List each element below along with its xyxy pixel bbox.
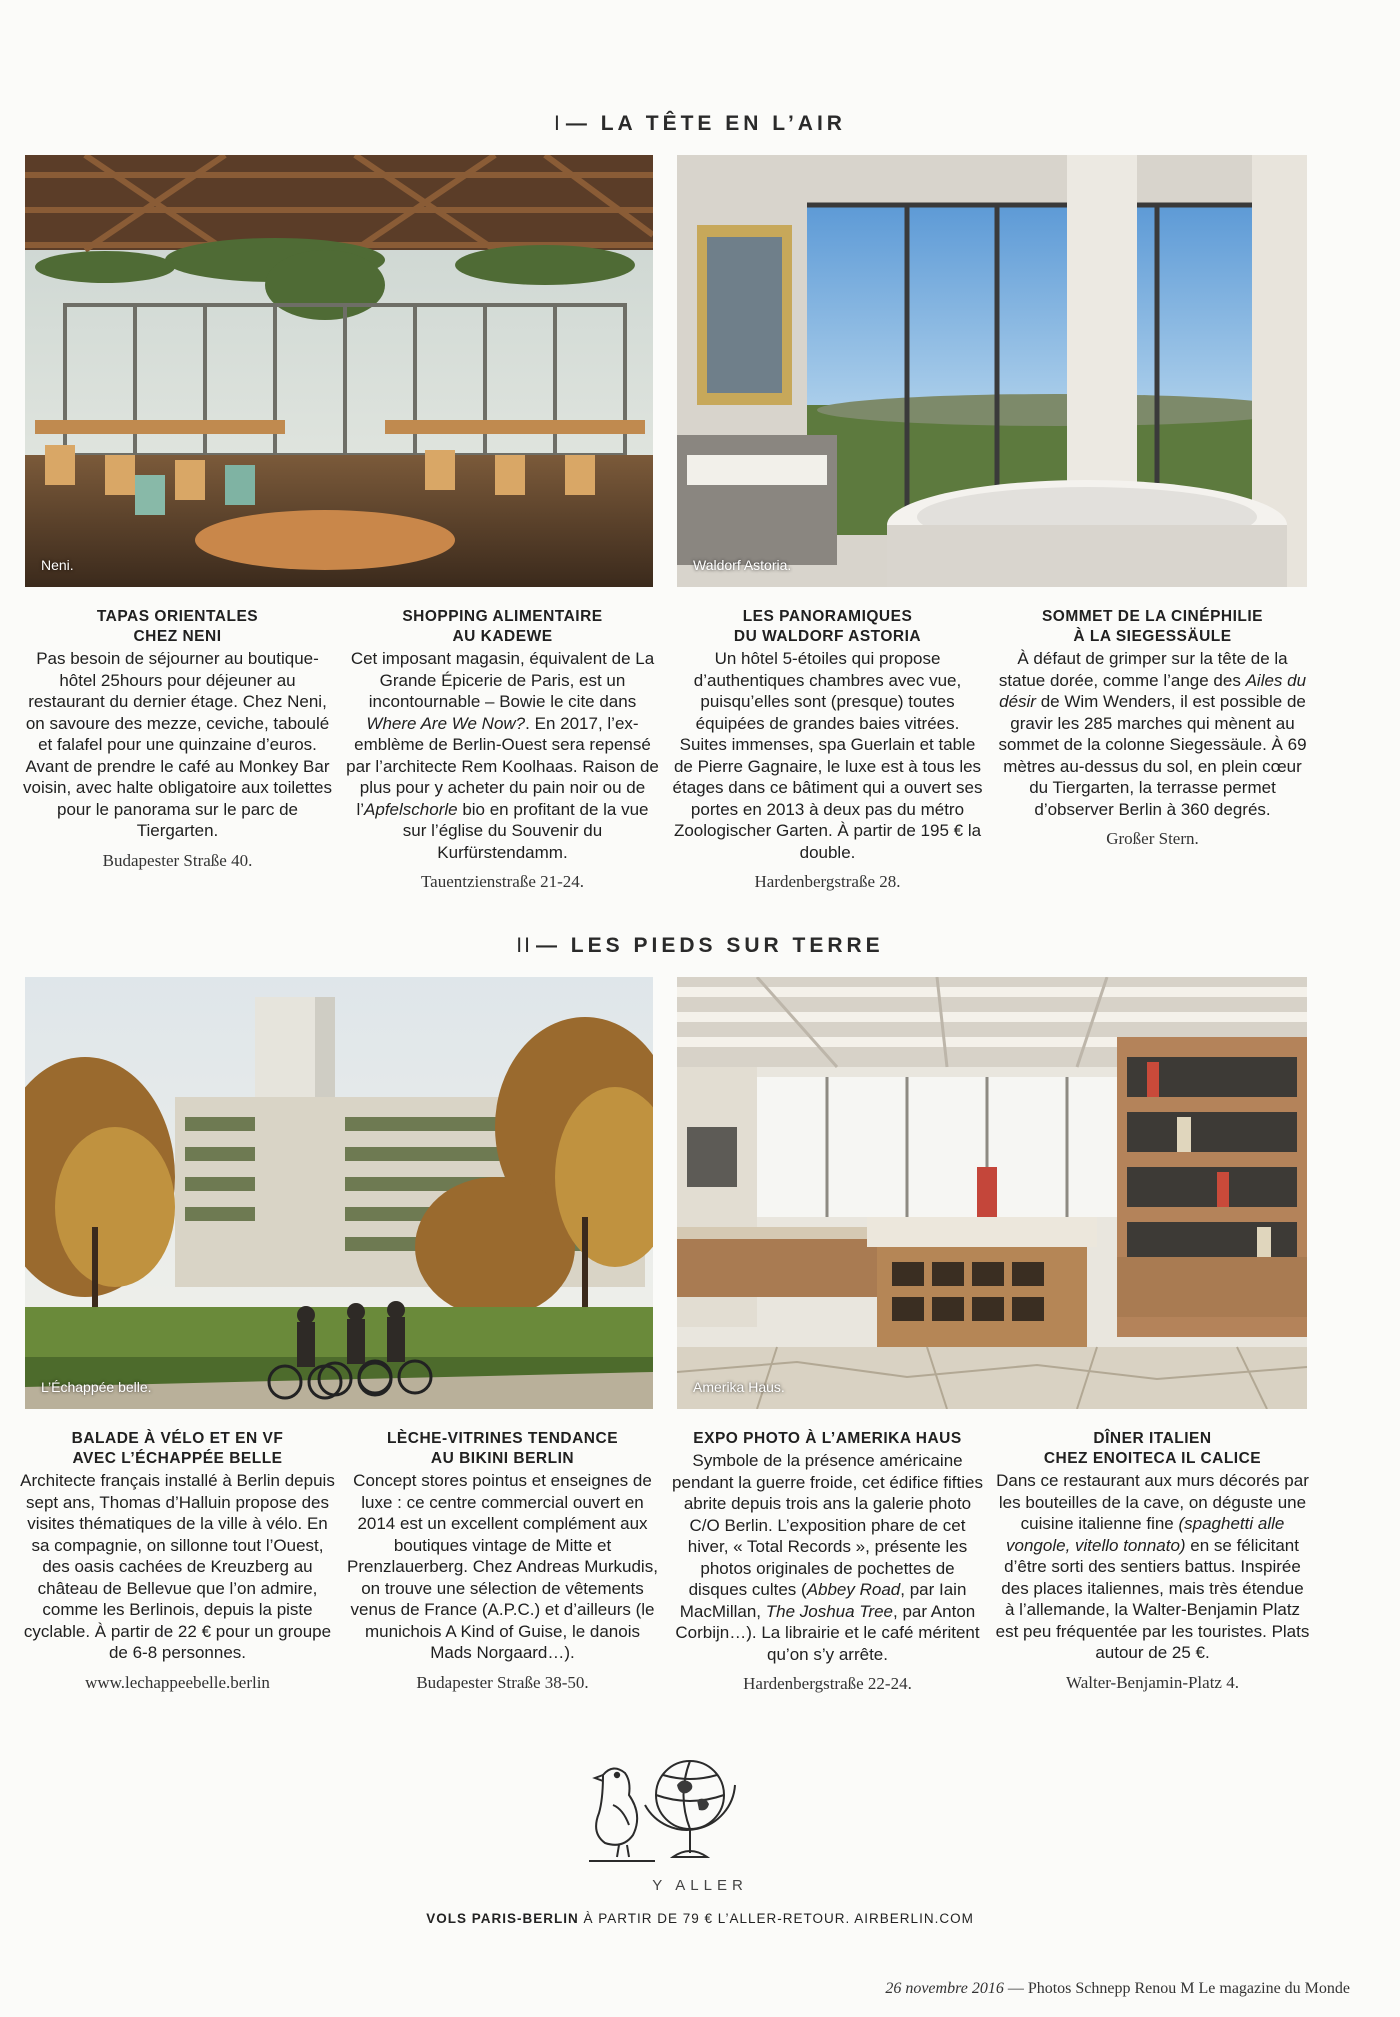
article-neni: [20, 607, 335, 871]
article-subheading: AU BIKINI BERLIN: [430, 1450, 575, 1467]
article-body: Architecte français installé à Berlin depuis sept ans, Thomas d’Halluin propose des visites thématiques de la ville à vélo. En sa compagnie, on sillonne tout l’Ouest, des oasis cachées de Kreuzberg au château de Bellevue que l’on admire, comme les Berlinois, depuis la piste cyclable. À partir de 22 € pour un groupe de 6-8 personnes.: [20, 1471, 335, 1662]
article-heading: TAPAS ORIENTALES: [96, 608, 259, 625]
article-body: Concept stores pointus et enseignes de luxe : ce centre commercial ouvert en 2014 est un excellent complément aux boutiques vintage de Mitte et Prenzlauerberg. Chez Andreas Murkudis, on trouve une sélection de vêtements venus de France (A.P.C.) et d’ailleurs (le munichois A Kind of Guise, le danois Mads Norgaard…).: [347, 1471, 658, 1662]
photo-waldorf-astoria: [677, 155, 1307, 587]
article-subheading: À LA SIEGESSÄULE: [1073, 628, 1232, 645]
body-text: bio en profitant de la vue sur l’église du Souvenir du Kurfürstendamm.: [402, 799, 649, 862]
travel-info-bold: VOLS PARIS-BERLIN: [426, 1911, 579, 1926]
globe-bird-illustration: [585, 1745, 745, 1875]
photo-caption: L’Échappée belle.: [41, 1379, 152, 1395]
article-body: [995, 648, 1310, 820]
photo-neni-restaurant: [25, 155, 653, 587]
article-address: Hardenbergstraße 28.: [754, 872, 901, 891]
article-address: Großer Stern.: [1106, 829, 1199, 848]
article-waldorf: [670, 607, 985, 893]
article-heading: SHOPPING ALIMENTAIRE: [402, 608, 603, 625]
photo-amerika-haus: [677, 977, 1307, 1409]
article-subheading: CHEZ NENI: [133, 628, 222, 645]
article-amerika: [670, 1429, 985, 1695]
article-subheading: AU KADEWE: [452, 628, 553, 645]
article-heading: EXPO PHOTO À L’AMERIKA HAUS: [693, 1430, 962, 1447]
body-italic: Apfelschorle: [364, 799, 458, 819]
section-title-text: — LA TÊTE EN L’AIR: [565, 112, 846, 135]
article-heading: BALADE À VÉLO ET EN VF: [71, 1430, 284, 1447]
section-title-1: [0, 112, 1400, 136]
article-subheading: AVEC L’ÉCHAPPÉE BELLE: [72, 1450, 283, 1467]
photo-caption: Neni.: [41, 557, 74, 573]
article-calice: [995, 1429, 1310, 1693]
article-bikini: [345, 1429, 660, 1693]
article-subheading: DU WALDORF ASTORIA: [733, 628, 922, 645]
travel-info: [0, 1911, 1400, 1926]
photo-echappee-belle: [25, 977, 653, 1409]
article-address: Hardenbergstraße 22-24.: [743, 1674, 912, 1693]
body-text: À défaut de grimper sur la tête de la statue dorée, comme l’ange des: [998, 649, 1288, 690]
article-heading: LÈCHE-VITRINES TENDANCE: [386, 1430, 619, 1447]
section-title-2: [0, 934, 1400, 958]
article-address: Walter-Benjamin-Platz 4.: [1066, 1672, 1239, 1692]
article-siegessaule: [995, 607, 1310, 850]
body-text: Cet imposant magasin, équivalent de La Grande Épicerie de Paris, est un incontournable – Bowie le cite dans: [350, 649, 655, 711]
section-numeral: II: [516, 934, 532, 957]
body-italic: The Joshua Tree: [765, 1601, 893, 1621]
footer-label: Y ALLER: [652, 1877, 748, 1894]
article-address: Tauentzienstraße 21-24.: [420, 872, 585, 891]
body-italic: Ailes du désir: [999, 670, 1307, 711]
travel-info-text: À PARTIR DE 79 € L’ALLER-RETOUR. AIRBERLIN.COM: [578, 1911, 974, 1926]
body-text: Dans ce restaurant aux murs décorés par les bouteilles de la cave, on déguste une cuisine italienne fine: [996, 1471, 1309, 1533]
article-address: Budapester Straße 38-50.: [416, 1672, 589, 1692]
photo-caption: Amerika Haus.: [693, 1379, 785, 1395]
body-text: de Wim Wenders, il est possible de gravir les 285 marches qui mènent au sommet de la colonne Siegessäule. À 69 mètres au-dessus du sol, en plein cœur du Tiergarten, la terrasse permet d’observer Berlin à 360 degrés.: [998, 692, 1307, 819]
article-subheading: CHEZ ENOITECA IL CALICE: [1043, 1450, 1262, 1467]
credit-text: — Photos Schnepp Renou M Le magazine du Monde: [1003, 1980, 1350, 1997]
photo-caption: Waldorf Astoria.: [693, 557, 792, 573]
article-body: [670, 1450, 985, 1665]
article-address: www.lechappeebelle.berlin: [85, 1672, 270, 1692]
article-heading: DÎNER ITALIEN: [1093, 1430, 1212, 1447]
body-text: , par Anton Corbijn…). La librairie et le café méritent qu’on s’y arrête.: [675, 1601, 980, 1664]
article-body: [345, 648, 660, 863]
article-heading: SOMMET DE LA CINÉPHILIE: [1041, 608, 1264, 625]
body-italic: (spaghetti alle vongole, vitello tonnato): [1006, 1514, 1285, 1555]
article-kadewe: [345, 607, 660, 893]
body-text: . En 2017, l’ex-emblème de Berlin-Ouest sera repensé par l’architecte Rem Koolhaas. Raison de plus pour y acheter du pain noir ou de l’: [346, 713, 659, 819]
article-heading: LES PANORAMIQUES: [742, 608, 913, 625]
body-text: Symbole de la présence américaine pendant la guerre froide, cet édifice fifties abrite depuis trois ans la galerie photo C/O Berlin. L’exposition phare de cet hiver, « Total Records », présente les photos originales de pochettes de disques cultes (: [672, 1451, 983, 1599]
section-numeral: I: [554, 112, 562, 135]
section-title-text: — LES PIEDS SUR TERRE: [535, 934, 884, 957]
body-italic: Where Are We Now?: [366, 713, 526, 733]
body-italic: Abbey Road: [806, 1580, 901, 1599]
body-text: en se félicitant d’être sorti des sentiers battus. Inspirée des places italiennes, mais très étendue à l’allemande, la Walter-Benjamin Platz est peu fréquentée par les touristes. Plats autour de 25 €.: [995, 1535, 1310, 1662]
article-body: [995, 1470, 1310, 1664]
credit-date: 26 novembre 2016: [885, 1980, 1004, 1997]
article-body: Un hôtel 5-étoiles qui propose d’authentiques chambres avec vue, puisqu’elles sont (presque) toutes équipées de grandes baies vitrées. Suites immenses, spa Guerlain et table de Pierre Gagnaire, le luxe est à tous les étages dans ce bâtiment qui a ouvert ses portes en 2013 à deux pas du métro Zoologischer Garten. À partir de 195 € la double.: [672, 649, 983, 862]
article-body: Pas besoin de séjourner au boutique-hôtel 25hours pour déjeuner au restaurant du dernier étage. Chez Neni, on savoure des mezze, ceviche, taboulé et falafel pour une quinzaine d’euros. Avant de prendre le café au Monkey Bar voisin, avec halte obligatoire aux toilettes pour le panorama sur le parc de Tiergarten.: [22, 649, 332, 840]
page-credit: [885, 1980, 1350, 1998]
article-address: Budapester Straße 40.: [102, 850, 253, 870]
body-text: , par Iain MacMillan,: [679, 1580, 967, 1621]
article-velo: [20, 1429, 335, 1693]
